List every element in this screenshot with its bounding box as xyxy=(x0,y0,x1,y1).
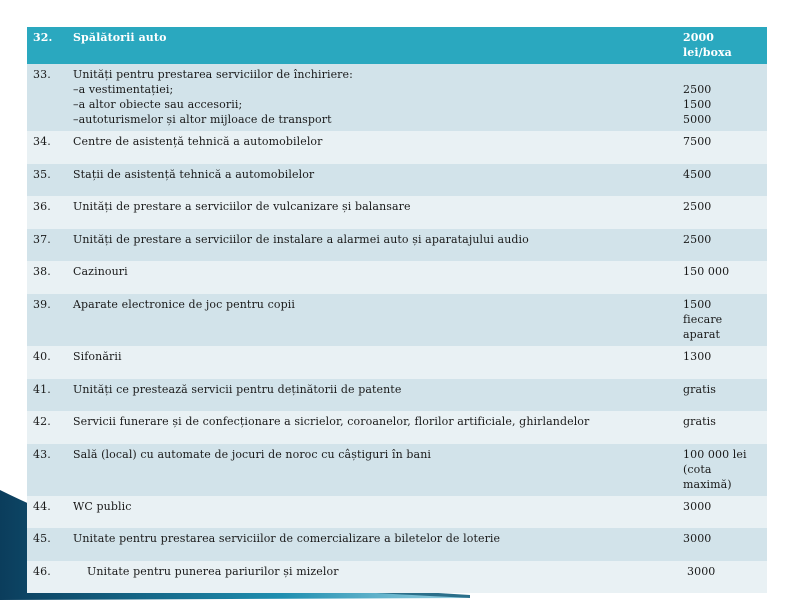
service-name: Stații de asistență tehnică a automobilelor xyxy=(67,164,677,196)
row-number: 46. xyxy=(27,561,67,593)
table-row xyxy=(27,528,767,561)
fee-value: gratis xyxy=(677,411,767,444)
service-name: Unități pentru prestarea serviciilor de închiriere: –a vestimentației; –a altor obiecte sau accesorii; –autoturismelor și altor mijloace de transport xyxy=(67,64,677,131)
row-number: 33. xyxy=(27,64,67,131)
service-name: Sală (local) cu automate de jocuri de noroc cu câștiguri în bani xyxy=(67,444,677,496)
table-row xyxy=(27,379,767,411)
row-number: 45. xyxy=(27,528,67,561)
table-row xyxy=(27,411,767,444)
row-number: 38. xyxy=(27,261,67,294)
fee-value: gratis xyxy=(677,379,767,411)
row-number: 37. xyxy=(27,229,67,261)
table-row xyxy=(27,346,767,379)
fee-value: 7500 xyxy=(677,131,767,164)
row-number: 36. xyxy=(27,196,67,229)
fee-value: 3000 xyxy=(677,496,767,528)
service-name: WC public xyxy=(67,496,677,528)
table-row xyxy=(27,131,767,164)
table-row xyxy=(27,64,767,131)
fee-value: 2500 xyxy=(677,196,767,229)
row-number: 44. xyxy=(27,496,67,528)
service-name: Unități de prestare a serviciilor de vulcanizare și balansare xyxy=(67,196,677,229)
table-row xyxy=(27,444,767,496)
fee-value: 3000 xyxy=(677,561,767,593)
service-name: Unități de prestare a serviciilor de instalare a alarmei auto și aparatajului audio xyxy=(67,229,677,261)
fee-value: 1500 fiecare aparat xyxy=(677,294,767,346)
row-number: 35. xyxy=(27,164,67,196)
fee-value: 150 000 xyxy=(677,261,767,294)
fee-value: 1300 xyxy=(677,346,767,379)
fee-value: 2500 xyxy=(677,229,767,261)
service-name: Unitate pentru punerea pariurilor și mizelor xyxy=(67,561,677,593)
row-number: 39. xyxy=(27,294,67,346)
service-name: Aparate electronice de joc pentru copii xyxy=(67,294,677,346)
service-name: Sifonării xyxy=(67,346,677,379)
table-header-row xyxy=(27,27,767,64)
fee-value: 3000 xyxy=(677,528,767,561)
service-name: Centre de asistență tehnică a automobilelor xyxy=(67,131,677,164)
row-number: 43. xyxy=(27,444,67,496)
fee-value: 2000 lei/boxa xyxy=(677,27,767,64)
fee-value: 2500 1500 5000 xyxy=(677,64,767,131)
row-number: 34. xyxy=(27,131,67,164)
fee-value: 100 000 lei (cota maximă) xyxy=(677,444,767,496)
table-row xyxy=(27,561,767,593)
table-row xyxy=(27,164,767,196)
table-row xyxy=(27,294,767,346)
row-number: 32. xyxy=(27,27,67,64)
row-number: 42. xyxy=(27,411,67,444)
table-row xyxy=(27,229,767,261)
table-row xyxy=(27,196,767,229)
service-name: Servicii funerare și de confecționare a sicrielor, coroanelor, florilor artificiale, ghirlandelor xyxy=(67,411,677,444)
service-name: Unitate pentru prestarea serviciilor de comercializare a biletelor de loterie xyxy=(67,528,677,561)
service-name: Unități ce prestează servicii pentru deținătorii de patente xyxy=(67,379,677,411)
fee-table xyxy=(27,27,767,593)
service-name: Spălătorii auto xyxy=(67,27,677,64)
fee-value: 4500 xyxy=(677,164,767,196)
row-number: 41. xyxy=(27,379,67,411)
row-number: 40. xyxy=(27,346,67,379)
service-name: Cazinouri xyxy=(67,261,677,294)
table-row xyxy=(27,261,767,294)
table-row xyxy=(27,496,767,528)
